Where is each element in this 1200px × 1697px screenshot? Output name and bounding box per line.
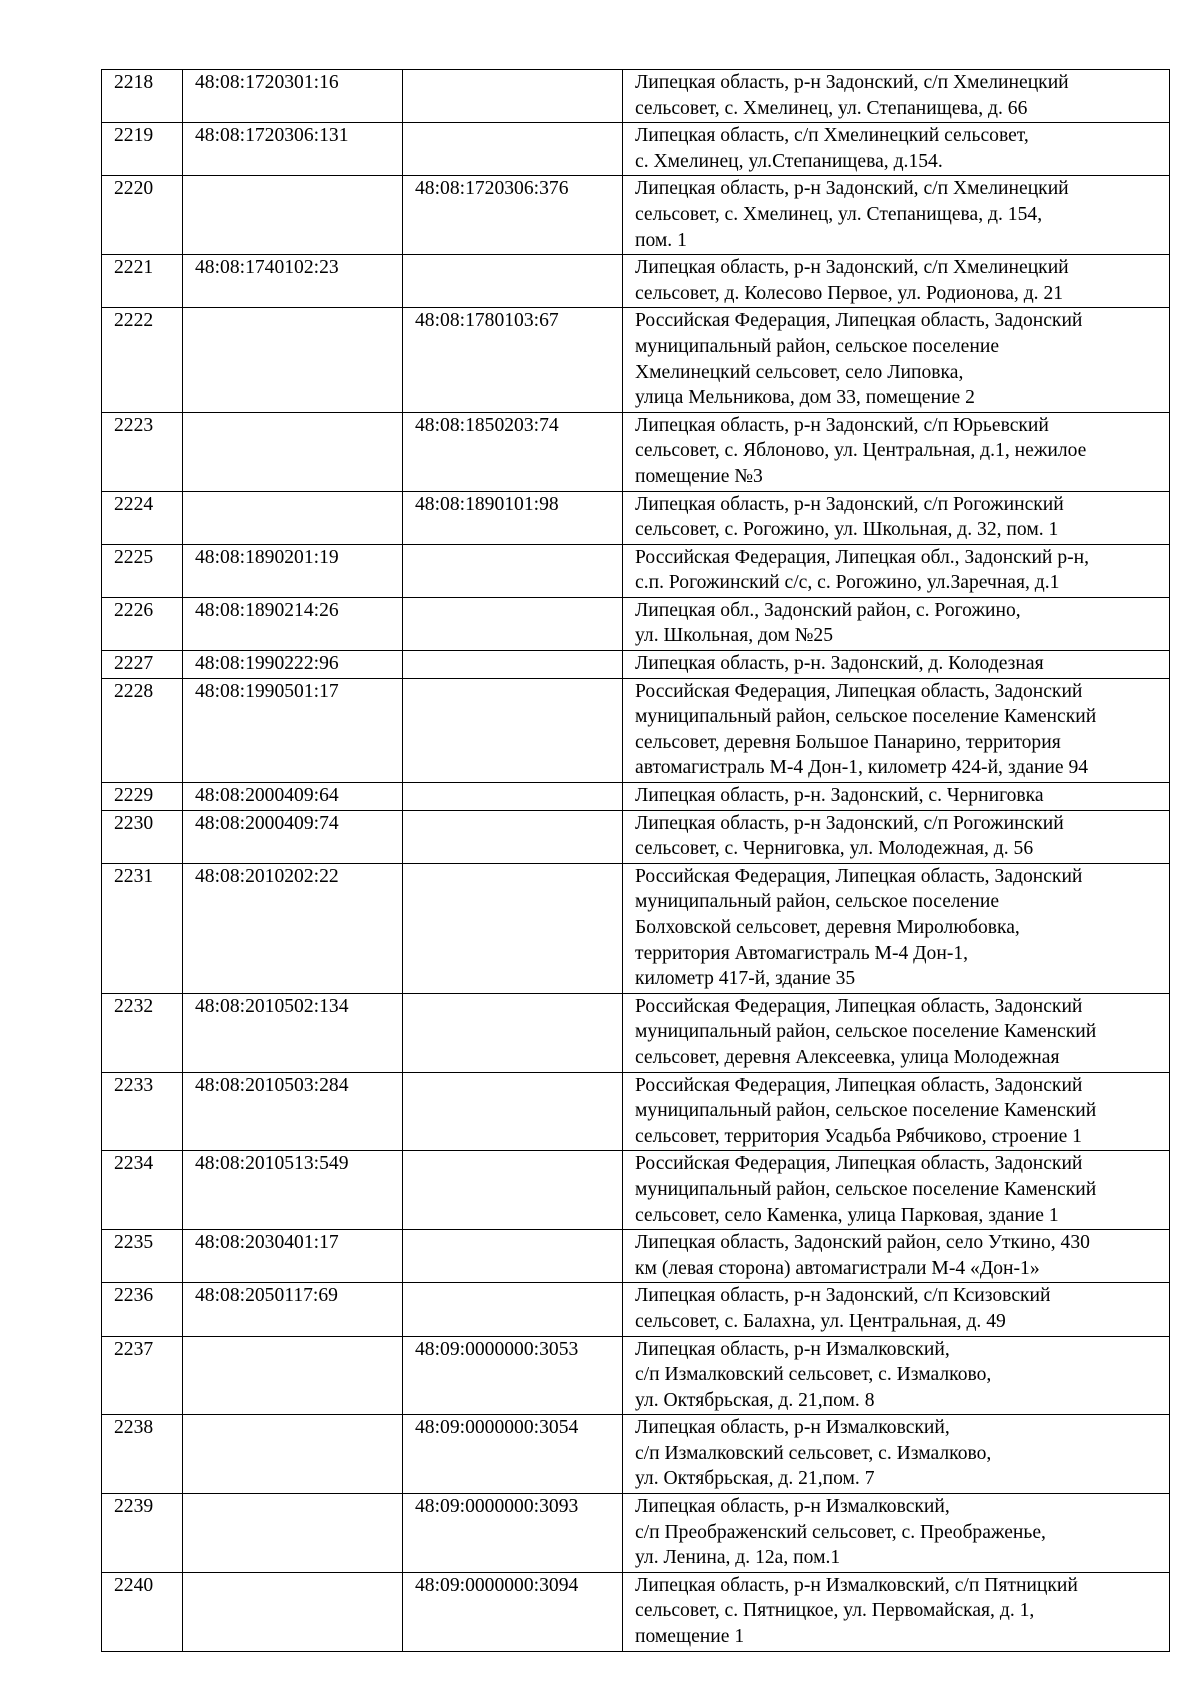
address-cell: [623, 176, 1170, 255]
building-cadastral-cell: [403, 810, 623, 863]
row-number-cell: 2224: [102, 491, 183, 544]
address-cell: [623, 412, 1170, 491]
table-row: [102, 491, 1170, 544]
land-cadastral-cell: [183, 412, 403, 491]
table-row: [102, 1415, 1170, 1494]
table-row: [102, 1336, 1170, 1415]
address-line: улица Мельникова, дом 33, помещение 2: [635, 387, 975, 409]
address-line: территория Автомагистраль М-4 Дон-1,: [635, 942, 969, 964]
row-number-cell: 2238: [102, 1415, 183, 1494]
land-cadastral-cell: 48:08:2010202:22: [183, 863, 403, 993]
address-line: муниципальный район, сельское поселение Каменский: [635, 1021, 1097, 1043]
address-line: сельсовет, деревня Алексеевка, улица Молодежная: [635, 1046, 1060, 1068]
land-cadastral-cell: 48:08:1990222:96: [183, 651, 403, 679]
address-line: помещение 1: [635, 1626, 745, 1648]
row-number-cell: 2237: [102, 1336, 183, 1415]
building-cadastral-cell: [403, 783, 623, 811]
address-line: Хмелинецкий сельсовет, село Липовка,: [635, 361, 964, 383]
land-cadastral-cell: 48:08:1740102:23: [183, 255, 403, 308]
address-line: сельсовет, с. Балахна, ул. Центральная, д. 49: [635, 1310, 1006, 1332]
address-line: сельсовет, село Каменка, улица Парковая, здание 1: [635, 1204, 1059, 1226]
building-cadastral-cell: [403, 70, 623, 123]
land-cadastral-cell: [183, 491, 403, 544]
address-line: Болховской сельсовет, деревня Миролюбовка,: [635, 917, 1020, 938]
table-row: [102, 123, 1170, 176]
table-row: [102, 1494, 1170, 1573]
land-cadastral-cell: 48:08:2030401:17: [183, 1230, 403, 1283]
table-row: [102, 1151, 1170, 1230]
row-number-cell: 2227: [102, 651, 183, 679]
address-line: сельсовет, с. Хмелинец, ул. Степанищева, д. 66: [635, 97, 1028, 119]
address-line: муниципальный район, сельское поселение: [635, 891, 1000, 913]
address-line: км (левая сторона) автомагистрали М-4 «Дон-1»: [635, 1257, 1040, 1279]
address-line: помещение №3: [635, 465, 763, 487]
registry-table-body: [102, 70, 1170, 1652]
land-cadastral-cell: 48:08:2050117:69: [183, 1283, 403, 1336]
row-number-cell: 2226: [102, 597, 183, 650]
address-cell: [623, 1336, 1170, 1415]
address-cell: [623, 308, 1170, 412]
address-line: Липецкая область, р-н Задонский, с/п Хмелинецкий: [635, 72, 1069, 93]
address-line: с. Хмелинец, ул.Степанищева, д.154.: [635, 150, 943, 172]
land-cadastral-cell: [183, 308, 403, 412]
address-line: муниципальный район, сельское поселение Каменский: [635, 1100, 1097, 1122]
building-cadastral-cell: 48:09:0000000:3093: [403, 1494, 623, 1573]
building-cadastral-cell: [403, 678, 623, 782]
row-number-cell: 2240: [102, 1572, 183, 1651]
building-cadastral-cell: 48:08:1780103:67: [403, 308, 623, 412]
address-line: Липецкая обл., Задонский район, с. Рогожино,: [635, 599, 1021, 621]
building-cadastral-cell: 48:08:1890101:98: [403, 491, 623, 544]
row-number-cell: 2223: [102, 412, 183, 491]
row-number-cell: 2232: [102, 993, 183, 1072]
building-cadastral-cell: [403, 651, 623, 679]
address-cell: [623, 1230, 1170, 1283]
address-cell: [623, 1415, 1170, 1494]
address-line: муниципальный район, сельское поселение: [635, 335, 1000, 357]
row-number-cell: 2228: [102, 678, 183, 782]
address-line: Российская Федерация, Липецкая область, Задонский: [635, 1074, 1083, 1096]
land-cadastral-cell: 48:08:2010503:284: [183, 1072, 403, 1151]
row-number-cell: 2233: [102, 1072, 183, 1151]
row-number-cell: 2219: [102, 123, 183, 176]
row-number-cell: 2229: [102, 783, 183, 811]
address-line: Липецкая область, Задонский район, село Уткино, 430: [635, 1232, 1090, 1254]
building-cadastral-cell: 48:09:0000000:3054: [403, 1415, 623, 1494]
row-number-cell: 2235: [102, 1230, 183, 1283]
address-line: Липецкая область, р-н Измалковский,: [635, 1417, 950, 1439]
address-line: муниципальный район, сельское поселение Каменский: [635, 1178, 1097, 1200]
building-cadastral-cell: 48:09:0000000:3094: [403, 1572, 623, 1651]
building-cadastral-cell: [403, 1151, 623, 1230]
table-row: [102, 544, 1170, 597]
address-line: ул. Октябрьская, д. 21,пом. 7: [635, 1468, 875, 1490]
land-cadastral-cell: 48:08:1890201:19: [183, 544, 403, 597]
land-cadastral-cell: 48:08:1990501:17: [183, 678, 403, 782]
address-line: ул. Ленина, д. 12а, пом.1: [635, 1547, 841, 1569]
land-cadastral-cell: 48:08:1720306:131: [183, 123, 403, 176]
address-line: Российская Федерация, Липецкая область, Задонский: [635, 680, 1083, 702]
document-page: [101, 69, 1169, 1652]
address-cell: [623, 863, 1170, 993]
address-line: Липецкая область, с/п Хмелинецкий сельсовет,: [635, 125, 1029, 147]
row-number-cell: 2220: [102, 176, 183, 255]
address-line: Липецкая область, р-н Измалковский,: [635, 1496, 950, 1518]
address-line: Липецкая область, р-н Задонский, с/п Юрьевский: [635, 414, 1049, 436]
building-cadastral-cell: [403, 123, 623, 176]
row-number-cell: 2222: [102, 308, 183, 412]
address-cell: [623, 1072, 1170, 1151]
building-cadastral-cell: [403, 544, 623, 597]
building-cadastral-cell: [403, 255, 623, 308]
address-line: с/п Преображенский сельсовет, с. Преображенье,: [635, 1521, 1046, 1543]
land-cadastral-cell: 48:08:2000409:74: [183, 810, 403, 863]
address-line: Липецкая область, р-н Задонский, с/п Хмелинецкий: [635, 257, 1069, 279]
table-row: [102, 993, 1170, 1072]
table-row: [102, 176, 1170, 255]
table-row: [102, 1572, 1170, 1651]
land-cadastral-cell: 48:08:2010513:549: [183, 1151, 403, 1230]
table-row: [102, 863, 1170, 993]
row-number-cell: 2236: [102, 1283, 183, 1336]
table-row: [102, 597, 1170, 650]
address-line: ул. Школьная, дом №25: [635, 625, 834, 647]
address-line: Липецкая область, р-н Измалковский, с/п Пятницкий: [635, 1574, 1078, 1596]
address-line: с.п. Рогожинский с/с, с. Рогожино, ул.Заречная, д.1: [635, 572, 1060, 594]
address-line: с/п Измалковский сельсовет, с. Измалково,: [635, 1442, 992, 1464]
address-cell: [623, 255, 1170, 308]
land-cadastral-cell: 48:08:1720301:16: [183, 70, 403, 123]
land-cadastral-cell: 48:08:1890214:26: [183, 597, 403, 650]
address-cell: [623, 491, 1170, 544]
address-line: Российская Федерация, Липецкая область, Задонский: [635, 310, 1083, 332]
address-line: сельсовет, с. Яблоново, ул. Центральная, д.1, нежилое: [635, 440, 1087, 462]
building-cadastral-cell: 48:09:0000000:3053: [403, 1336, 623, 1415]
building-cadastral-cell: [403, 863, 623, 993]
address-line: сельсовет, с. Рогожино, ул. Школьная, д. 32, пом. 1: [635, 519, 1059, 541]
building-cadastral-cell: [403, 1230, 623, 1283]
address-line: Липецкая область, р-н. Задонский, с. Черниговка: [635, 785, 1044, 807]
address-line: километр 417-й, здание 35: [635, 968, 856, 990]
row-number-cell: 2218: [102, 70, 183, 123]
table-row: [102, 1230, 1170, 1283]
row-number-cell: 2234: [102, 1151, 183, 1230]
address-cell: [623, 1151, 1170, 1230]
land-cadastral-cell: [183, 1415, 403, 1494]
address-line: Российская Федерация, Липецкая область, Задонский: [635, 865, 1083, 887]
land-cadastral-cell: 48:08:2010502:134: [183, 993, 403, 1072]
land-cadastral-cell: [183, 1572, 403, 1651]
address-cell: [623, 1494, 1170, 1573]
address-cell: [623, 1283, 1170, 1336]
address-line: Липецкая область, р-н Измалковский,: [635, 1338, 950, 1360]
address-line: сельсовет, с. Черниговка, ул. Молодежная, д. 56: [635, 838, 1034, 860]
building-cadastral-cell: [403, 1283, 623, 1336]
address-line: муниципальный район, сельское поселение Каменский: [635, 706, 1097, 728]
building-cadastral-cell: [403, 597, 623, 650]
address-line: сельсовет, с. Хмелинец, ул. Степанищева, д. 154,: [635, 203, 1043, 225]
address-line: автомагистраль М-4 Дон-1, километр 424-й, здание 94: [635, 757, 1089, 779]
table-row: [102, 651, 1170, 679]
registry-table: [101, 69, 1170, 1652]
address-cell: [623, 651, 1170, 679]
address-line: Липецкая область, р-н. Задонский, д. Колодезная: [635, 653, 1044, 675]
address-line: пом. 1: [635, 229, 687, 251]
table-row: [102, 1283, 1170, 1336]
table-row: [102, 810, 1170, 863]
row-number-cell: 2231: [102, 863, 183, 993]
building-cadastral-cell: 48:08:1720306:376: [403, 176, 623, 255]
address-cell: [623, 544, 1170, 597]
land-cadastral-cell: [183, 1336, 403, 1415]
land-cadastral-cell: [183, 176, 403, 255]
building-cadastral-cell: 48:08:1850203:74: [403, 412, 623, 491]
address-cell: [623, 70, 1170, 123]
address-cell: [623, 993, 1170, 1072]
table-row: [102, 1072, 1170, 1151]
address-line: Российская Федерация, Липецкая обл., Задонский р-н,: [635, 546, 1090, 568]
address-line: Липецкая область, р-н Задонский, с/п Рогожинский: [635, 812, 1064, 834]
building-cadastral-cell: [403, 1072, 623, 1151]
table-row: [102, 783, 1170, 811]
address-cell: [623, 1572, 1170, 1651]
land-cadastral-cell: [183, 1494, 403, 1573]
address-line: сельсовет, деревня Большое Панарино, территория: [635, 731, 1061, 753]
address-cell: [623, 810, 1170, 863]
address-cell: [623, 678, 1170, 782]
land-cadastral-cell: 48:08:2000409:64: [183, 783, 403, 811]
address-cell: [623, 597, 1170, 650]
row-number-cell: 2225: [102, 544, 183, 597]
address-line: ул. Октябрьская, д. 21,пом. 8: [635, 1389, 875, 1411]
address-line: сельсовет, с. Пятницкое, ул. Первомайская, д. 1,: [635, 1600, 1035, 1622]
table-row: [102, 308, 1170, 412]
table-row: [102, 678, 1170, 782]
row-number-cell: 2239: [102, 1494, 183, 1573]
address-line: Липецкая область, р-н Задонский, с/п Ксизовский: [635, 1285, 1051, 1307]
row-number-cell: 2230: [102, 810, 183, 863]
address-line: сельсовет, территория Усадьба Рябчиково, строение 1: [635, 1125, 1082, 1147]
building-cadastral-cell: [403, 993, 623, 1072]
address-line: с/п Измалковский сельсовет, с. Измалково,: [635, 1364, 992, 1386]
row-number-cell: 2221: [102, 255, 183, 308]
table-row: [102, 412, 1170, 491]
address-cell: [623, 123, 1170, 176]
address-line: Российская Федерация, Липецкая область, Задонский: [635, 995, 1083, 1017]
table-row: [102, 70, 1170, 123]
address-line: Липецкая область, р-н Задонский, с/п Рогожинский: [635, 493, 1064, 515]
address-cell: [623, 783, 1170, 811]
address-line: Российская Федерация, Липецкая область, Задонский: [635, 1153, 1083, 1175]
address-line: сельсовет, д. Колесово Первое, ул. Родионова, д. 21: [635, 282, 1064, 304]
address-line: Липецкая область, р-н Задонский, с/п Хмелинецкий: [635, 178, 1069, 200]
table-row: [102, 255, 1170, 308]
